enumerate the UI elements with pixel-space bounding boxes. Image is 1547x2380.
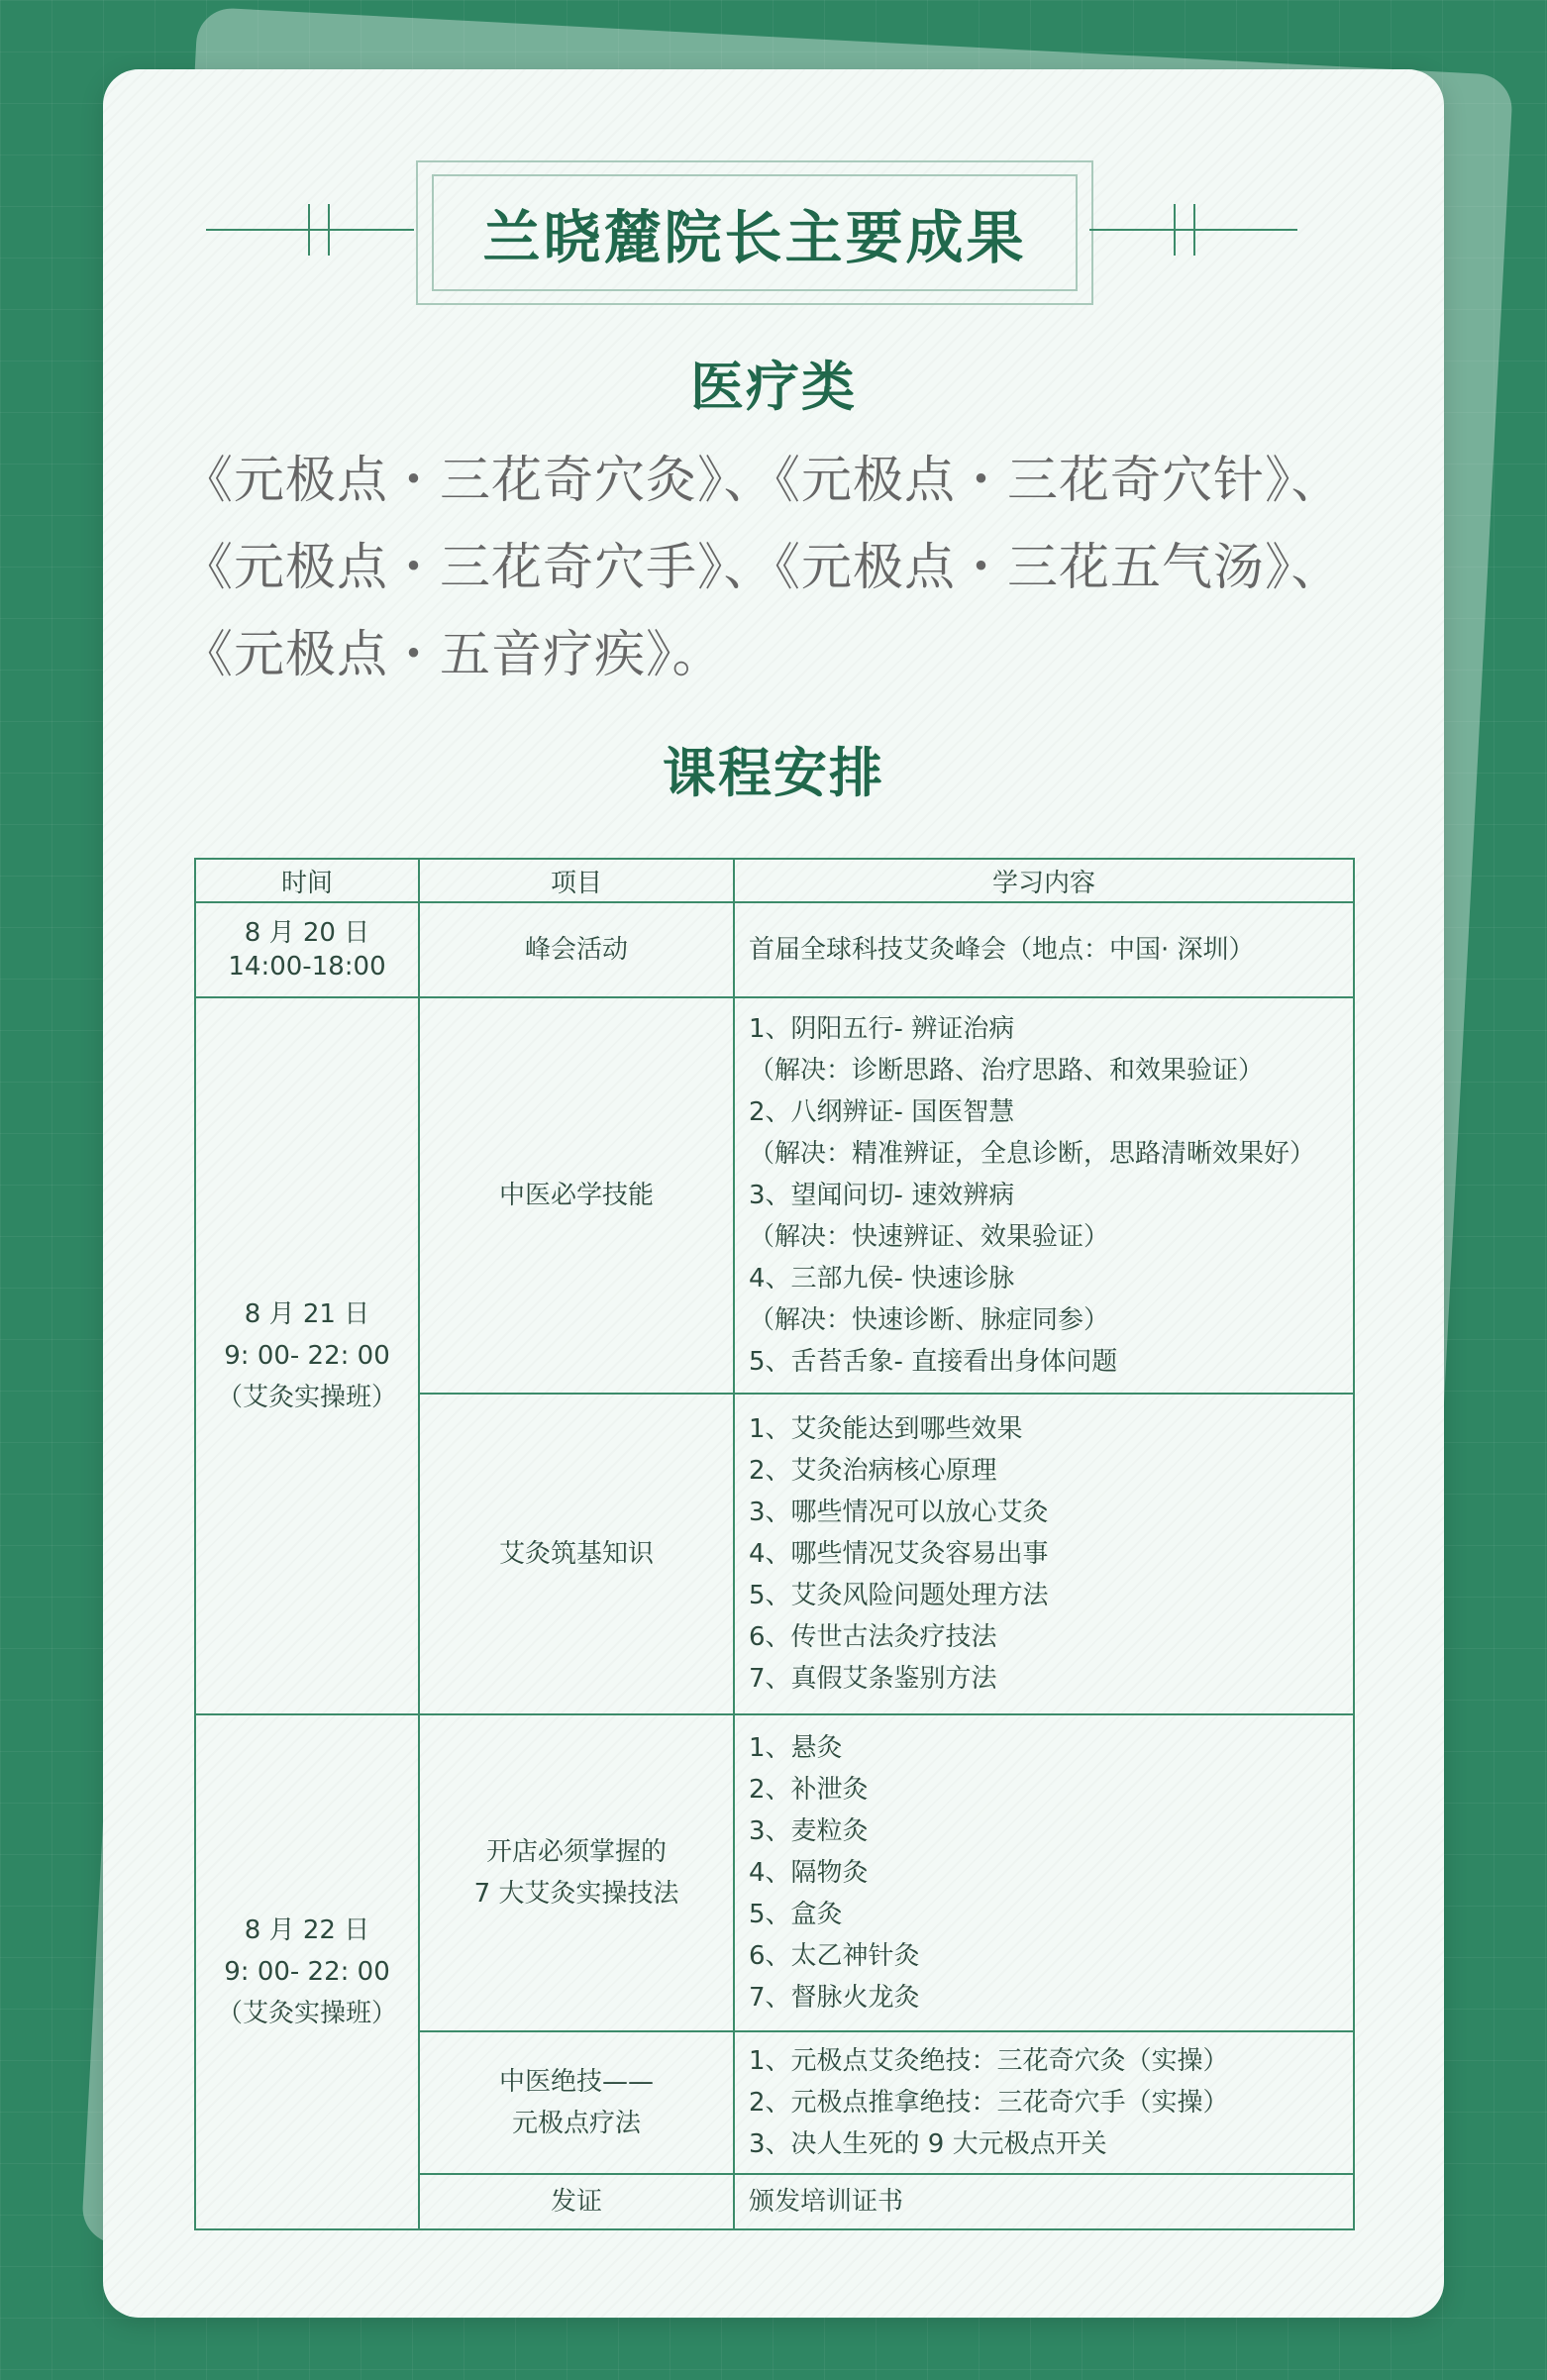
content-cell [734,1394,1354,1714]
list-item: 5、艾灸风险问题处理方法 [749,1581,1049,1610]
project-label: 发证 [550,2187,602,2217]
list-item: 3、决人生死的 9 大元极点开关 [749,2129,1107,2159]
list-item: 5、舌苔舌象- 直接看出身体问题 [749,1347,1118,1377]
list-item: 1、阴阳五行- 辨证治病 [749,1014,1015,1044]
list-item: 4、三部九侯- 快速诊脉 [749,1264,1015,1293]
list-item: 6、传世古法灸疗技法 [749,1622,997,1652]
project-cell [419,997,734,1394]
list-item: 2、艾灸治病核心原理 [749,1456,997,1486]
column-header-content: 学习内容 [734,859,1354,902]
list-item: 6、太乙神针灸 [749,1941,920,1971]
main-card [103,69,1444,2318]
project-label: 开店必须掌握的 [485,1837,667,1867]
medical-line: 《元极点・五音疗疾》。 [182,626,724,684]
list-item: 2、补泄灸 [749,1775,869,1805]
list-item: 3、麦粒灸 [749,1816,869,1846]
list-item: 1、艾灸能达到哪些效果 [749,1414,1023,1444]
title-ornament-right [1089,200,1297,259]
project-label: 元极点疗法 [511,2109,641,2138]
time-date: 8 月 22 日 [244,1915,370,1945]
list-item: 7、真假艾条鉴别方法 [749,1664,997,1694]
list-item: 3、望闻问切- 速效辨病 [749,1181,1015,1210]
title-frame-inner [432,174,1078,291]
schedule-table [194,858,1355,2230]
time-cell [195,997,419,1714]
medical-heading: 医疗类 [690,356,857,418]
list-item: 1、元极点艾灸绝技：三花奇穴灸（实操） [749,2046,1229,2076]
medical-line: 《元极点・三花奇穴灸》、《元极点・三花奇穴针》、 [182,452,1343,510]
content-cell [734,2174,1354,2229]
title-ornament-left [206,200,414,259]
column-header-time: 时间 [195,859,419,902]
list-item: 4、哪些情况艾灸容易出事 [749,1539,1049,1569]
time-date: 8 月 21 日 [244,1299,370,1329]
time-hours: 14:00-18:00 [228,952,386,982]
time-hours: 9: 00- 22: 00 [224,1341,390,1371]
list-item: 2、元极点推拿绝技：三花奇穴手（实操） [749,2088,1229,2118]
list-item: （解决：诊断思路、治疗思路、和效果验证） [749,1056,1265,1086]
list-item: 1、悬灸 [749,1733,843,1763]
project-cell [419,2031,734,2174]
content-cell [734,2031,1354,2174]
project-label: 中医必学技能 [498,1181,654,1210]
table-header-row [195,859,1354,902]
table-row [195,1714,1354,2031]
list-item: 5、盒灸 [749,1900,843,1929]
project-label: 7 大艾灸实操技法 [473,1879,679,1909]
project-cell: 峰会活动 [419,902,734,997]
project-label: 中医绝技—— [498,2067,654,2097]
time-date: 8 月 20 日 [244,918,370,948]
time-note: （艾灸实操班） [216,1383,397,1412]
column-header-project: 项目 [419,859,734,902]
time-hours: 9: 00- 22: 00 [224,1957,390,1987]
list-item: 3、哪些情况可以放心艾灸 [749,1498,1049,1527]
list-item: 2、八纲辨证- 国医智慧 [749,1097,1015,1127]
medical-achievements [182,438,1391,699]
project-label: 艾灸筑基知识 [498,1539,654,1569]
project-cell [419,1394,734,1714]
list-item: 7、督脉火龙灸 [749,1983,920,2013]
project-cell [419,2174,734,2229]
content-cell: 首届全球科技艾灸峰会（地点：中国· 深圳） [734,902,1354,997]
content-cell [734,1714,1354,2031]
list-item: （解决：精准辨证，全息诊断，思路清晰效果好） [749,1139,1316,1169]
list-item: 4、隔物灸 [749,1858,869,1888]
table-row [195,997,1354,1394]
table-row [195,902,1354,997]
title-banner [103,160,1444,303]
schedule-heading: 课程安排 [663,742,884,804]
content-cell [734,997,1354,1394]
project-cell [419,1714,734,2031]
time-cell [195,902,419,997]
list-item: 颁发培训证书 [749,2187,904,2217]
list-item: （解决：快速诊断、脉症同参） [749,1305,1110,1335]
medical-line: 《元极点・三花奇穴手》、《元极点・三花五气汤》、 [182,539,1343,597]
list-item: （解决：快速辨证、效果验证） [749,1222,1110,1252]
time-cell [195,1714,419,2229]
page-title: 兰晓麓院长主要成果 [482,204,1027,271]
time-note: （艾灸实操班） [216,1999,397,2028]
